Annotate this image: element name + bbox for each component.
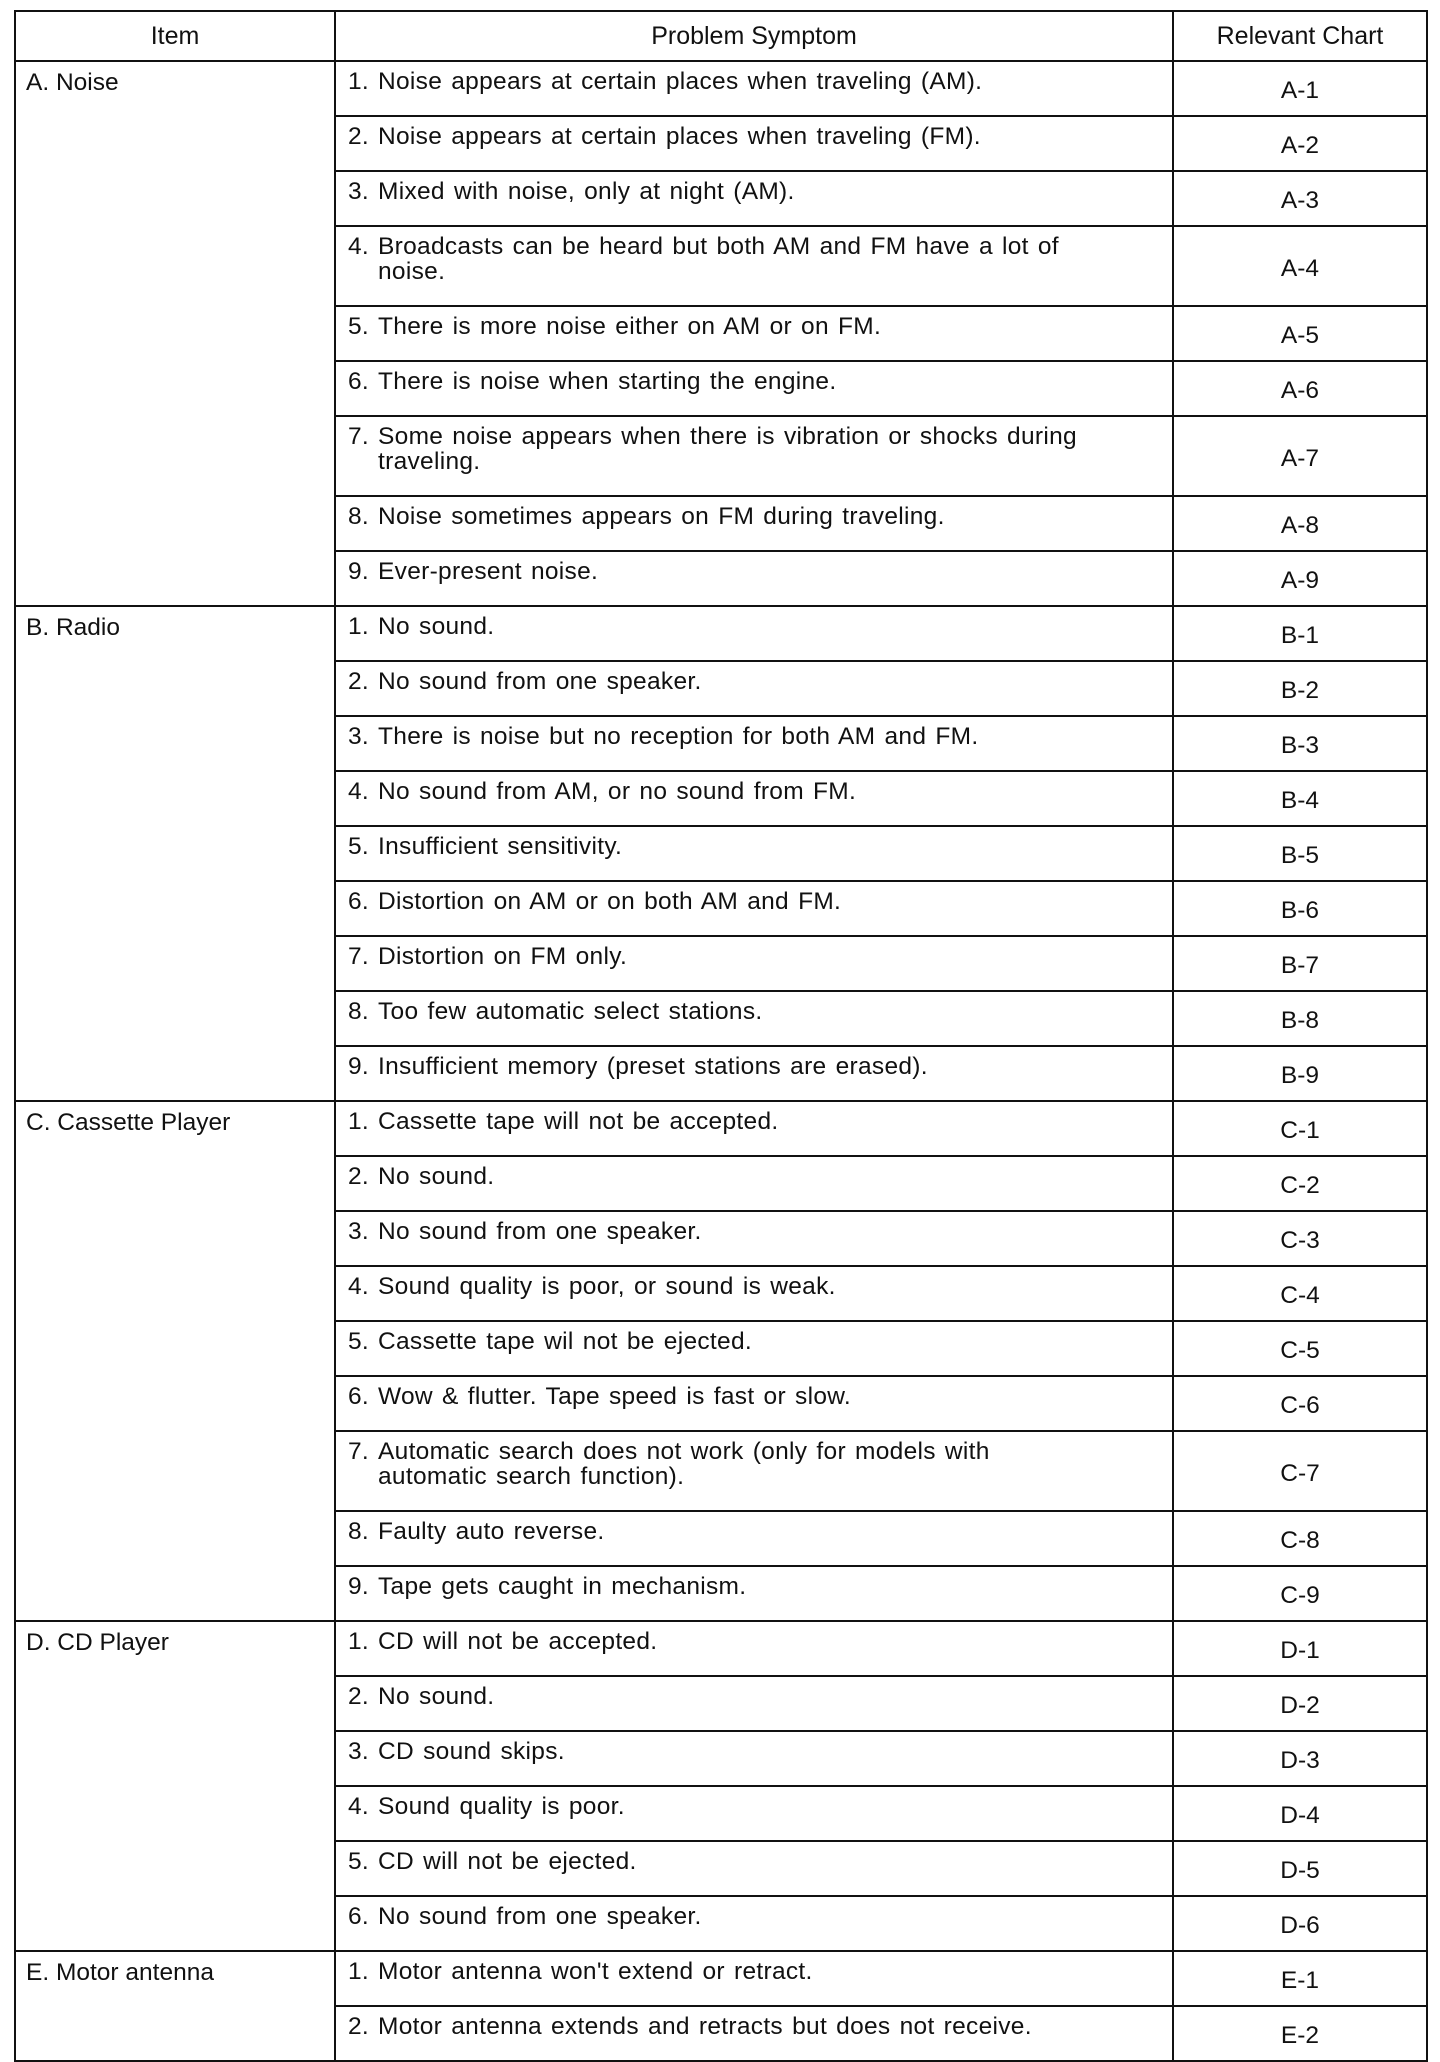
relevant-chart: B-5 <box>1173 826 1427 881</box>
relevant-chart: A-5 <box>1173 306 1427 361</box>
header-item: Item <box>15 11 335 61</box>
relevant-chart: A-8 <box>1173 496 1427 551</box>
symptom-text: There is noise when starting the engine. <box>378 368 837 395</box>
item-category: C. Cassette Player <box>15 1101 335 1621</box>
symptom-number: 3. <box>348 723 370 750</box>
problem-symptom <box>335 1046 1173 1101</box>
problem-symptom <box>335 361 1173 416</box>
symptom-number: 8. <box>348 1518 370 1545</box>
symptom-text: CD sound skips. <box>378 1738 565 1765</box>
symptom-text: Faulty auto reverse. <box>378 1518 605 1545</box>
relevant-chart: C-6 <box>1173 1376 1427 1431</box>
symptom-text: Motor antenna won't extend or retract. <box>378 1958 813 1985</box>
problem-symptom <box>335 661 1173 716</box>
symptom-text: There is more noise either on AM or on FM. <box>378 313 882 340</box>
symptom-number: 5. <box>348 1848 370 1875</box>
problem-symptom <box>335 1896 1173 1951</box>
symptom-text: Noise appears at certain places when traveling (FM). <box>378 123 981 150</box>
symptom-number: 2. <box>348 1683 370 1710</box>
item-category: A. Noise <box>15 61 335 606</box>
symptom-number: 9. <box>348 558 370 585</box>
symptom-text: Insufficient memory (preset stations are erased). <box>378 1053 928 1080</box>
relevant-chart: B-6 <box>1173 881 1427 936</box>
problem-symptom <box>335 1676 1173 1731</box>
header-problem-symptom: Problem Symptom <box>335 11 1173 61</box>
relevant-chart: A-9 <box>1173 551 1427 606</box>
problem-symptom <box>335 1211 1173 1266</box>
symptom-number: 1. <box>348 68 370 95</box>
symptom-text: No sound from one speaker. <box>378 1218 702 1245</box>
relevant-chart: C-8 <box>1173 1511 1427 1566</box>
item-category: E. Motor antenna <box>15 1951 335 2061</box>
symptom-text: No sound from one speaker. <box>378 668 702 695</box>
symptom-number: 5. <box>348 313 370 340</box>
symptom-text: Sound quality is poor. <box>378 1793 625 1820</box>
symptom-number: 6. <box>348 1383 370 1410</box>
symptom-number: 4. <box>348 1793 370 1820</box>
symptom-number: 1. <box>348 1108 370 1135</box>
relevant-chart: A-6 <box>1173 361 1427 416</box>
relevant-chart: A-7 <box>1173 416 1427 496</box>
symptom-text: Tape gets caught in mechanism. <box>378 1573 747 1600</box>
symptom-number: 1. <box>348 1958 370 1985</box>
relevant-chart: D-1 <box>1173 1621 1427 1676</box>
problem-symptom <box>335 61 1173 116</box>
relevant-chart: B-4 <box>1173 771 1427 826</box>
problem-symptom <box>335 1951 1173 2006</box>
problem-symptom <box>335 1511 1173 1566</box>
problem-symptom <box>335 116 1173 171</box>
symptom-number: 3. <box>348 1738 370 1765</box>
symptom-text-continued: automatic search function). <box>378 1463 685 1490</box>
symptom-text: No sound from one speaker. <box>378 1903 702 1930</box>
relevant-chart: A-2 <box>1173 116 1427 171</box>
symptom-number: 4. <box>348 1273 370 1300</box>
symptom-number: 8. <box>348 998 370 1025</box>
relevant-chart: D-4 <box>1173 1786 1427 1841</box>
problem-symptom <box>335 416 1173 496</box>
relevant-chart: B-2 <box>1173 661 1427 716</box>
relevant-chart: B-1 <box>1173 606 1427 661</box>
problem-symptom <box>335 1266 1173 1321</box>
symptom-number: 7. <box>348 943 370 970</box>
symptom-text: No sound. <box>378 1683 495 1710</box>
problem-symptom <box>335 991 1173 1046</box>
problem-symptom <box>335 1101 1173 1156</box>
relevant-chart: B-9 <box>1173 1046 1427 1101</box>
relevant-chart: A-1 <box>1173 61 1427 116</box>
relevant-chart: C-5 <box>1173 1321 1427 1376</box>
problem-symptom <box>335 716 1173 771</box>
item-category: B. Radio <box>15 606 335 1101</box>
symptom-text-continued: traveling. <box>378 448 481 475</box>
symptom-number: 6. <box>348 1903 370 1930</box>
header-row <box>15 11 1427 61</box>
item-category: D. CD Player <box>15 1621 335 1951</box>
symptom-number: 1. <box>348 613 370 640</box>
symptom-number: 7. <box>348 423 370 450</box>
symptom-text: Cassette tape wil not be ejected. <box>378 1328 753 1355</box>
problem-symptom <box>335 606 1173 661</box>
relevant-chart: E-1 <box>1173 1951 1427 2006</box>
relevant-chart: D-2 <box>1173 1676 1427 1731</box>
symptom-text: No sound from AM, or no sound from FM. <box>378 778 857 805</box>
symptom-number: 4. <box>348 233 370 260</box>
relevant-chart: C-1 <box>1173 1101 1427 1156</box>
symptom-number: 6. <box>348 888 370 915</box>
table-row <box>15 1951 1427 2006</box>
problem-symptom <box>335 551 1173 606</box>
symptom-number: 2. <box>348 123 370 150</box>
symptom-number: 8. <box>348 503 370 530</box>
relevant-chart: A-3 <box>1173 171 1427 226</box>
problem-symptom <box>335 936 1173 991</box>
symptom-number: 9. <box>348 1573 370 1600</box>
symptom-text: Some noise appears when there is vibration or shocks during <box>378 423 1077 450</box>
relevant-chart: C-9 <box>1173 1566 1427 1621</box>
symptom-number: 2. <box>348 1163 370 1190</box>
relevant-chart: C-7 <box>1173 1431 1427 1511</box>
relevant-chart: C-2 <box>1173 1156 1427 1211</box>
symptom-text: Distortion on FM only. <box>378 943 628 970</box>
relevant-chart: D-3 <box>1173 1731 1427 1786</box>
symptom-number: 6. <box>348 368 370 395</box>
symptom-text: Cassette tape will not be accepted. <box>378 1108 779 1135</box>
symptom-number: 4. <box>348 778 370 805</box>
relevant-chart: E-2 <box>1173 2006 1427 2061</box>
symptom-text: Mixed with noise, only at night (AM). <box>378 178 795 205</box>
symptom-text: Broadcasts can be heard but both AM and FM have a lot of <box>378 233 1059 260</box>
problem-symptom <box>335 1731 1173 1786</box>
problem-symptom <box>335 881 1173 936</box>
table-row <box>15 1101 1427 1156</box>
symptom-number: 9. <box>348 1053 370 1080</box>
symptom-text: Motor antenna extends and retracts but does not receive. <box>378 2013 1032 2040</box>
table-row <box>15 606 1427 661</box>
symptom-text: Ever-present noise. <box>378 558 599 585</box>
problem-symptom <box>335 1156 1173 1211</box>
symptom-number: 2. <box>348 668 370 695</box>
symptom-text: CD will not be accepted. <box>378 1628 658 1655</box>
symptom-text: Noise sometimes appears on FM during traveling. <box>378 503 945 530</box>
symptom-text: CD will not be ejected. <box>378 1848 637 1875</box>
symptom-number: 3. <box>348 178 370 205</box>
symptom-number: 2. <box>348 2013 370 2040</box>
symptom-text: Noise appears at certain places when traveling (AM). <box>378 68 983 95</box>
symptom-number: 5. <box>348 833 370 860</box>
symptom-text: No sound. <box>378 613 495 640</box>
problem-symptom <box>335 171 1173 226</box>
symptom-number: 1. <box>348 1628 370 1655</box>
problem-symptom <box>335 826 1173 881</box>
header-relevant-chart: Relevant Chart <box>1173 11 1427 61</box>
symptom-text: No sound. <box>378 1163 495 1190</box>
symptom-text: Insufficient sensitivity. <box>378 833 623 860</box>
relevant-chart: A-4 <box>1173 226 1427 306</box>
symptom-text: There is noise but no reception for both AM and FM. <box>378 723 979 750</box>
problem-symptom <box>335 1566 1173 1621</box>
symptom-number: 3. <box>348 1218 370 1245</box>
symptom-text: Too few automatic select stations. <box>378 998 763 1025</box>
symptom-text: Distortion on AM or on both AM and FM. <box>378 888 842 915</box>
problem-symptom <box>335 226 1173 306</box>
relevant-chart: D-6 <box>1173 1896 1427 1951</box>
problem-symptom <box>335 1841 1173 1896</box>
relevant-chart: C-3 <box>1173 1211 1427 1266</box>
symptom-text: Sound quality is poor, or sound is weak. <box>378 1273 836 1300</box>
problem-symptom <box>335 1321 1173 1376</box>
relevant-chart: C-4 <box>1173 1266 1427 1321</box>
problem-symptom <box>335 771 1173 826</box>
relevant-chart: B-3 <box>1173 716 1427 771</box>
symptom-text-continued: noise. <box>378 258 446 285</box>
relevant-chart: B-8 <box>1173 991 1427 1046</box>
problem-symptom <box>335 306 1173 361</box>
problem-symptom <box>335 1431 1173 1511</box>
troubleshooting-table-wrapper <box>14 10 1426 2062</box>
problem-symptom <box>335 1376 1173 1431</box>
symptom-number: 5. <box>348 1328 370 1355</box>
table-body <box>15 61 1427 2061</box>
relevant-chart: B-7 <box>1173 936 1427 991</box>
problem-symptom <box>335 1621 1173 1676</box>
symptom-number: 7. <box>348 1438 370 1465</box>
table-row <box>15 1621 1427 1676</box>
problem-symptom <box>335 496 1173 551</box>
problem-symptom <box>335 2006 1173 2061</box>
symptom-text: Wow & flutter. Tape speed is fast or slow. <box>378 1383 851 1410</box>
relevant-chart: D-5 <box>1173 1841 1427 1896</box>
symptom-text: Automatic search does not work (only for models with <box>378 1438 990 1465</box>
troubleshooting-table <box>14 10 1428 2062</box>
table-row <box>15 61 1427 116</box>
